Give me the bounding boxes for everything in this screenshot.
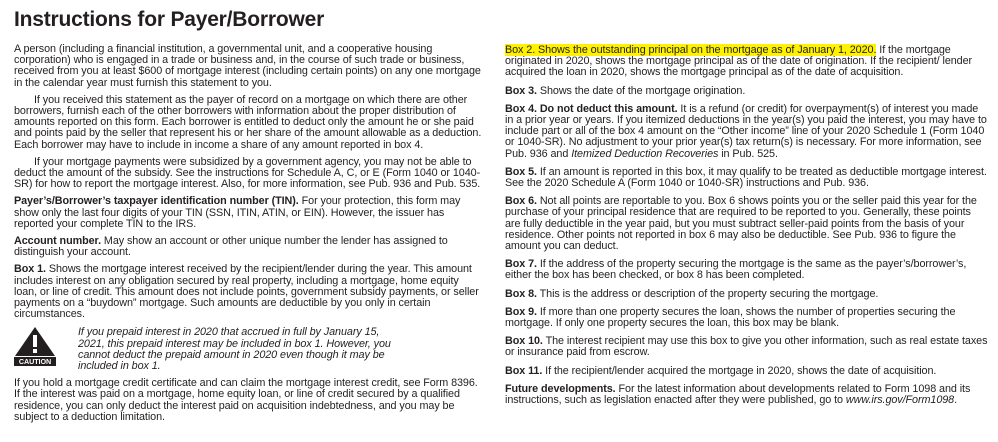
box7-paragraph bbox=[505, 259, 988, 281]
box10-paragraph bbox=[505, 336, 988, 358]
box1-label: Box 1. bbox=[14, 263, 46, 276]
box3-text: Shows the date of the mortgage origination. bbox=[536, 84, 746, 97]
box11-paragraph bbox=[505, 366, 988, 377]
caution-label: CAUTION bbox=[18, 357, 52, 367]
box11-text: If the recipient/lender acquired the mortgage in 2020, shows the date of acquisition. bbox=[542, 364, 937, 377]
caution-text: If you prepaid interest in 2020 that accrued in full by January 15, 2021, this prepaid interest may be included in box 1. However, you cannot deduct the prepaid amount in 2020 even though it may be included in box 1. bbox=[78, 326, 391, 373]
box2-highlight: Box 2. Shows the outstanding principal on the mortgage as of January 1, 2020. bbox=[505, 44, 877, 56]
box3-paragraph bbox=[505, 86, 988, 97]
box8-paragraph bbox=[505, 289, 988, 300]
left-column bbox=[14, 44, 484, 429]
future-period: . bbox=[954, 394, 958, 407]
tin-text: For your protection, this form may show only the last four digits of your TIN (SSN, ITIN, ATIN, or EIN). However, the issuer has reported your complete TIN to the IRS. bbox=[14, 195, 461, 230]
box9-label: Box 9. bbox=[505, 305, 537, 318]
box5-text: If an amount is reported in this box, it may qualify to be treated as deductible mortgage interest. See the 2020 Schedule A (Form 1040 or 1040-SR) instructions and Pub. 936. bbox=[505, 165, 987, 190]
future-developments-paragraph bbox=[505, 384, 988, 406]
account-number-text: May show an account or other unique number the lender has assigned to distinguish your account. bbox=[14, 235, 448, 259]
box9-text: If more than one property secures the loan, shows the number of properties securing the mortgage. If only one property secures the loan, this box may be blank. bbox=[505, 305, 956, 330]
box4-tail: in Pub. 525. bbox=[718, 147, 778, 160]
box8-label: Box 8. bbox=[505, 287, 537, 300]
future-developments-label: Future developments. bbox=[505, 382, 616, 395]
box4-label: Box 4. Do not deduct this amount. bbox=[505, 102, 678, 115]
other-borrowers-paragraph: If you received this statement as the payer of record on a mortgage on which there are other borrowers, furnish each of the other borrowers with information about the proper distribution of amounts reported on this form. Each borrower is entitled to deduct only the amount he or she paid and points paid by the seller that represent his or her share of the amount allowable as a deduction. Each borrower may have to include in income a share of any amount reported in box 4. bbox=[14, 93, 482, 151]
credit-certificate-paragraph: If you hold a mortgage credit certificate and can claim the mortgage interest credit, see Form 8396. If the interest was paid on a mortgage, home equity loan, or line of credit secured by a qualified residence, you can only deduct the interest paid on acquisition indebtedness, and you may be subject to a deduction limitation. bbox=[14, 377, 478, 423]
box10-text: The interest recipient may use this box to give you other information, such as real estate taxes or insurance paid from escrow. bbox=[505, 335, 988, 359]
box6-text: Not all points are reportable to you. Box 6 shows points you or the seller paid this year for the purchase of your principal residence that are required to be reported to you. Generally, these points are fully deductible in the year paid, but you must subtract seller-paid points from the basis of your residence. Other points not reported in box 6 may also be deductible. See Pub. 936 to figure the amount you can deduct. bbox=[505, 195, 977, 253]
box2-paragraph bbox=[505, 45, 988, 79]
box9-paragraph bbox=[505, 307, 988, 329]
box6-label: Box 6. bbox=[505, 195, 537, 208]
caution-block bbox=[14, 326, 484, 372]
box5-paragraph bbox=[505, 167, 988, 189]
box6-paragraph bbox=[505, 196, 988, 252]
subsidy-paragraph: If your mortgage payments were subsidized by a government agency, you may not be able to deduct the amount of the subsidy. See the instructions for Schedule A, C, or E (Form 1040 or 1040-SR) for how to report the mortgage interest. Also, for more information, see Pub. 936 and Pub. 535. bbox=[14, 155, 481, 191]
box7-text: If the address of the property securing the mortgage is the same as the payer’s/borrower’s, either the box has been checked, or box 8 has been completed. bbox=[505, 258, 967, 282]
right-column bbox=[505, 45, 988, 413]
box4-italic: Itemized Deduction Recoveries bbox=[571, 147, 719, 160]
tin-label: Payer’s/Borrower’s taxpayer identification number (TIN). bbox=[14, 195, 299, 208]
box3-label: Box 3. bbox=[505, 84, 537, 97]
box1-text: Shows the mortgage interest received by the recipient/lender during the year. This amount includes interest on any obligation secured by real property, including a mortgage, home equity loan, or line of credit. This amount does not include points, government subsidy payments, or seller payments on a “buydown” mortgage. Such amounts are deductible by you only in certain circumstances. bbox=[14, 263, 479, 321]
box4-text: It is a refund (or credit) for overpayment(s) of interest you made in a prior year or years. If you itemized deductions in the year(s) you paid the interest, you may have to include part or all of the box 4 amount on the “Other income” line of your 2020 Schedule 1 (Form 1040 or 1040-SR). No adjustment to your prior year(s) tax return(s) is necessary. For more information, see Pub. 936 and bbox=[505, 102, 987, 160]
box8-text: This is the address or description of the property securing the mortgage. bbox=[536, 287, 879, 300]
future-developments-text: For the latest information about developments related to Form 1098 and its instructions, such as legislation enacted after they were published, go to bbox=[505, 382, 971, 407]
account-number-label: Account number. bbox=[14, 235, 101, 248]
tin-paragraph bbox=[14, 196, 484, 230]
account-number-paragraph bbox=[14, 236, 484, 258]
box4-paragraph bbox=[505, 104, 988, 160]
box5-label: Box 5. bbox=[505, 165, 537, 178]
box1-paragraph bbox=[14, 264, 484, 320]
irs-form-link[interactable]: www.irs.gov/Form1098 bbox=[845, 394, 955, 407]
page-title: Instructions for Payer/Borrower bbox=[14, 8, 325, 31]
box10-label: Box 10. bbox=[505, 335, 543, 348]
caution-icon bbox=[14, 326, 56, 366]
box11-label: Box 11. bbox=[505, 364, 543, 377]
box7-label: Box 7. bbox=[505, 258, 537, 271]
intro-paragraph: A person (including a financial institution, a governmental unit, and a cooperative housing corporation) who is engaged in a trade or business and, in the course of such trade or business, received from you at least $600 of mortgage interest (including certain points) on any one mortgage in the calendar year must furnish this statement to you. bbox=[14, 43, 481, 89]
box2-text: If the mortgage originated in 2020, shows the mortgage principal as of the date of origination. If the recipient/ lender acquired the loan in 2020, shows the mortgage principal as of the date of acquisition. bbox=[505, 44, 973, 79]
